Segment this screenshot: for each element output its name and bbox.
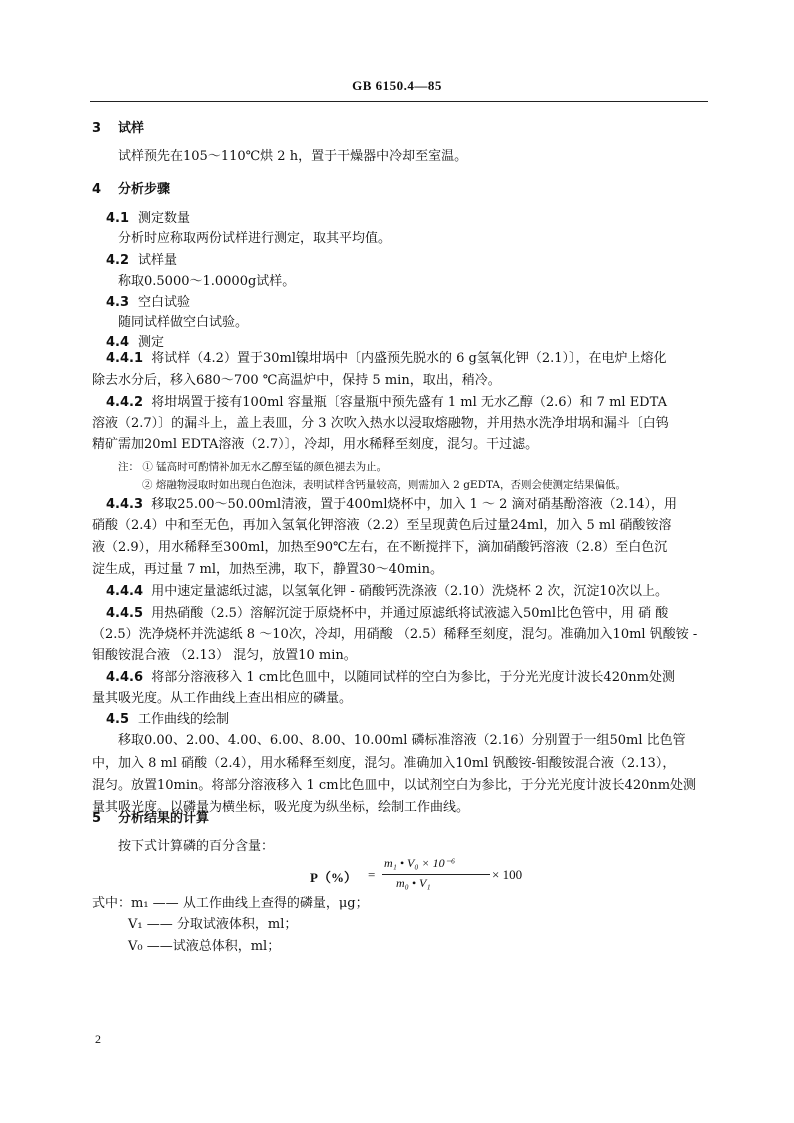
page-number: 2: [95, 1032, 101, 1046]
subsection-4-3-heading: [106, 294, 190, 312]
paragraph-4-4-3: [106, 496, 677, 514]
text-line: 溶液（2.7）〕的漏斗上，盖上表皿，分 3 次吹入热水以浸取熔融物，并用热水洗净坩埚和漏斗〔白钨: [92, 416, 669, 431]
formula-equals: =: [368, 867, 376, 882]
text-line: 除去水分后，移入680～700 ℃高温炉中，保持 5 min，取出，稍冷。: [92, 373, 501, 388]
subsection-title: 试样量: [138, 253, 178, 268]
subsection-number: 4.4: [106, 335, 130, 350]
subsection-number: 4.1: [106, 211, 130, 226]
text-line: 移取0.00、2.00、4.00、6.00、8.00、10.00ml 磷标准溶液（2.16）分别置于一组50ml 比色管: [118, 733, 686, 748]
text-line: （2.5）洗净烧杯并洗滤纸 8 ～10次，冷却，用硝酸 （2.5）稀释至刻度，混匀。准确加入10ml 钒酸铵 -: [92, 627, 698, 642]
subsection-number: 4.5: [106, 712, 130, 727]
note-label: 注：: [118, 461, 139, 473]
clause-number: 4.4.3: [106, 497, 144, 512]
text-line: 将部分溶液移入 1 cm比色皿中，以随同试样的空白为参比，于分光光度计波长420nm处测: [151, 670, 675, 685]
note-1: [118, 458, 387, 476]
paragraph-4-4-5: [106, 605, 668, 623]
paragraph: 随同试样做空白试验。: [118, 315, 249, 330]
paragraph: 分析时应称取两份试样进行测定，取其平均值。: [118, 231, 392, 246]
text-line: 淀生成，再过量 7 ml，加热至沸，取下，静置30～40min。: [92, 562, 443, 577]
page-header-standard-number: GB 6150.4—85: [352, 78, 442, 93]
subsection-4-2-heading: [106, 252, 177, 270]
section-number: 4: [92, 182, 102, 197]
text-line: 将试样（4.2）置于30ml镍坩埚中〔内盛预先脱水的 6 g氢氧化钾（2.1）〕，在电炉上熔化: [151, 351, 667, 366]
text-line: 用中速定量滤纸过滤，以氢氧化钾 - 硝酸钙洗涤液（2.10）洗烧杯 2 次，沉淀10次以上。: [151, 584, 668, 599]
variable-definition: m₁ —— 从工作曲线上查得的磷量，μg；: [131, 896, 369, 911]
subsection-title: 空白试验: [138, 295, 191, 310]
where-label: 式中：: [92, 896, 132, 911]
formula-numerator: m₁ • V₀ × 10⁻⁶: [384, 856, 456, 870]
paragraph: 按下式计算磷的百分含量：: [118, 839, 275, 854]
paragraph-4-4-6: [106, 669, 675, 687]
fraction-bar: [382, 874, 490, 875]
text-line: 精矿需加20ml EDTA溶液（2.7）〕，冷却，用水稀释至刻度，混匀。干过滤。: [92, 437, 539, 452]
clause-number: 4.4.6: [106, 670, 144, 685]
section-title: 试样: [118, 121, 145, 136]
where-line-m1: [92, 895, 369, 913]
paragraph: 称取0.5000～1.0000g试样。: [118, 274, 296, 289]
text-line: 移取25.00～50.00ml清液，置于400ml烧杯中，加入 1 ～ 2 滴对硝基酚溶液（2.14），用: [151, 497, 678, 512]
text-line: 用热硝酸（2.5）溶解沉淀于原烧杯中，并通过原滤纸将试液滤入50ml比色管中，用 硝 酸: [151, 606, 669, 621]
text-line: 液（2.9），用水稀释至300ml，加热至90℃左右，在不断搅拌下，滴加硝酸钙溶液（2.8）至白色沉: [92, 540, 668, 555]
variable-definition: V₁ —— 分取试液体积，ml；: [128, 917, 298, 932]
section-number: 3: [92, 121, 102, 136]
clause-number: 4.4.1: [106, 351, 144, 366]
text-line: 中，加入 8 ml 硝酸（2.4），用水稀释至刻度，混匀。准确加入10ml 钒酸铵-钼酸铵混合液（2.13），: [92, 756, 676, 771]
subsection-title: 测定: [138, 335, 165, 350]
subsection-title: 工作曲线的绘制: [138, 712, 230, 727]
section-4-heading: [92, 181, 170, 199]
clause-number: 4.4.5: [106, 606, 144, 621]
clause-number: 4.4.2: [106, 395, 144, 410]
section-title: 分析结果的计算: [118, 811, 210, 826]
subsection-4-5-heading: [106, 711, 229, 729]
text-line: 量其吸光度。以磷量为横坐标，吸光度为纵坐标，绘制工作曲线。: [92, 800, 470, 815]
subsection-4-1-heading: [106, 210, 190, 228]
text-line: 量其吸光度。从工作曲线上查出相应的磷量。: [92, 691, 353, 706]
formula-lhs: P（%）: [310, 870, 357, 885]
text-line: 混匀。放置10min。将部分溶液移入 1 cm比色皿中，以试剂空白为参比，于分光光度计波长420nm处测: [92, 778, 697, 793]
formula-multiplier: × 100: [492, 867, 523, 882]
subsection-title: 测定数量: [138, 211, 191, 226]
text-line: 将坩埚置于接有100ml 容量瓶〔容量瓶中预先盛有 1 ml 无水乙醇（2.6）和 7 ml EDTA: [151, 395, 667, 410]
paragraph: 试样预先在105～110℃烘 2 h，置于干燥器中冷却至室温。: [118, 149, 468, 164]
formula-denominator: m₀ • V₁: [396, 876, 431, 890]
section-number: 5: [92, 811, 102, 826]
section-5-heading: [92, 810, 209, 828]
variable-definition: V₀ ——试液总体积，ml；: [128, 939, 281, 954]
clause-number: 4.4.4: [106, 584, 144, 599]
text-line: 钼酸铵混合液 （2.13） 混匀，放置10 min。: [92, 648, 357, 663]
paragraph-4-4-4: [106, 583, 668, 601]
section-title: 分析步骤: [118, 182, 171, 197]
subsection-number: 4.2: [106, 253, 130, 268]
note-text: ① 锰高时可酌情补加无水乙醇至锰的颜色褪去为止。: [142, 461, 388, 473]
paragraph-4-4-2: [106, 394, 667, 412]
header-divider: [90, 101, 708, 102]
section-3-heading: [92, 120, 144, 138]
text-line: 硝酸（2.4）中和至无色，再加入氢氧化钾溶液（2.2）至呈现黄色后过量24ml，加入 5 ml 硝酸铵溶: [92, 518, 672, 533]
subsection-number: 4.3: [106, 295, 130, 310]
paragraph-4-4-1: [106, 350, 667, 368]
note-2: ② 熔融物浸取时如出现白色泡沫，表明试样含钙量较高，则需加入 2 gEDTA，否则会使测定结果偏低。: [142, 479, 627, 491]
